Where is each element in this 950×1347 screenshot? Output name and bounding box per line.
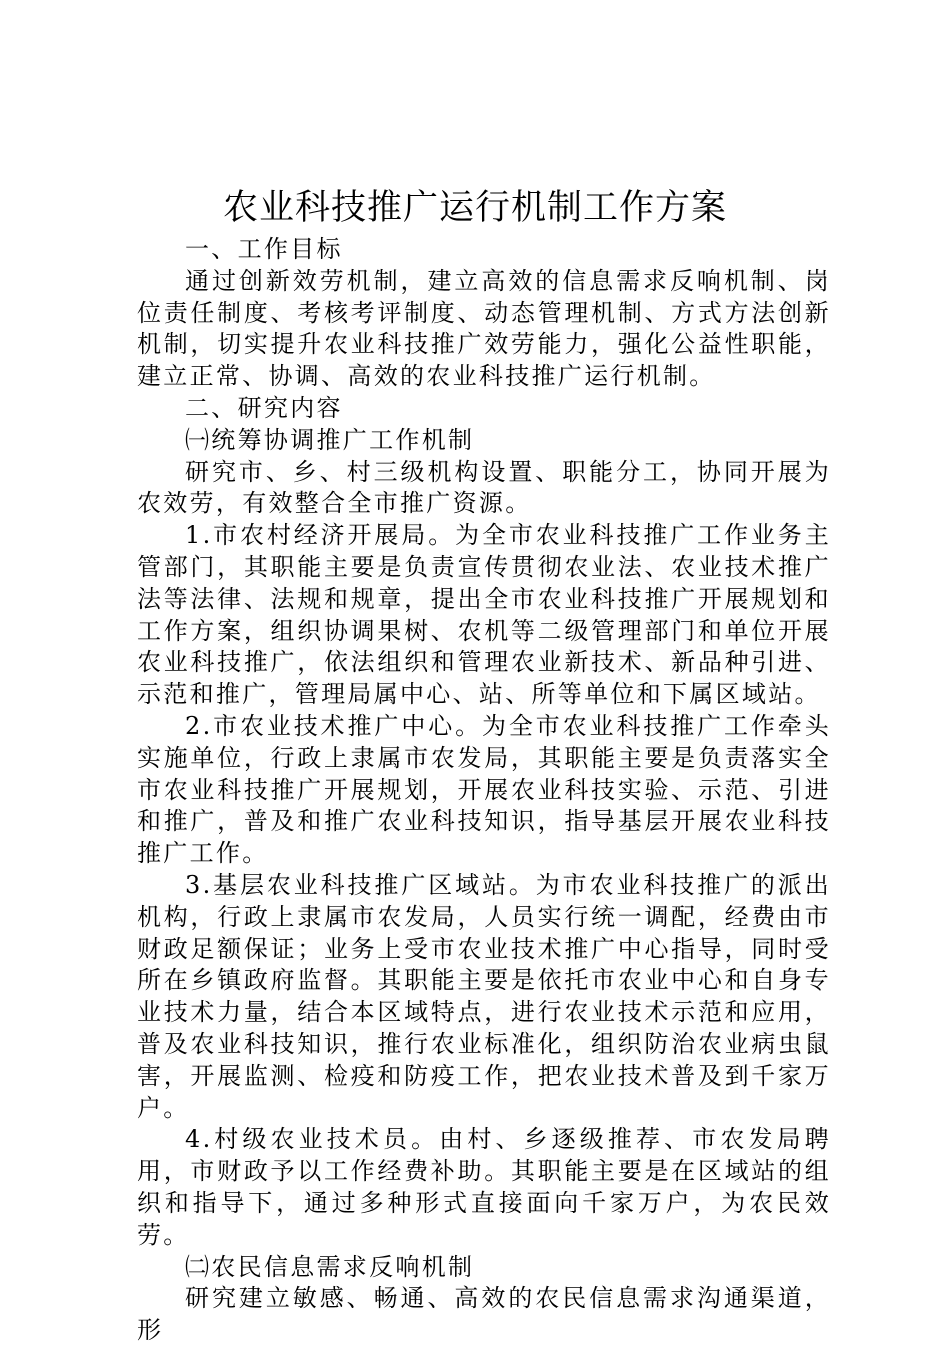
document-body (137, 234, 831, 1347)
paragraph-goal-text: 通过创新效劳机制，建立高效的信息需求反响机制、岗位责任制度、考核考评制度、动态管理机制、方式方法创新机制，切实提升农业科技推广效劳能力，强化公益性职能，建立正常、协调、高效的农业科技推广运行机制。 (137, 266, 831, 391)
document-title: 农业科技推广运行机制工作方案 (222, 188, 727, 228)
paragraph-feedback-intro: 研究建立敏感、畅通、高效的农民信息需求沟通渠道，形 (137, 1284, 831, 1345)
paragraph-item-3: 3.基层农业科技推广区域站。为市农业科技推广的派出机构，行政上隶属市农发局，人员实行统一调配，经费由市财政足额保证；业务上受市农业技术推广中心指导，同时受所在乡镇政府监督。其职能主要是依托市农业中心和自身专业技术力量，结合本区域特点，进行农业技术示范和应用，普及农业科技知识，推行农业标准化，组织防治农业病虫鼠害，开展监测、检疫和防疫工作，把农业技术普及到千家万户。 (137, 870, 831, 1122)
paragraph-item-1: 1.市农村经济开展局。为全市农业科技推广工作业务主管部门，其职能主要是负责宣传贯彻农业法、农业技术推广法等法律、法规和规章，提出全市农业科技推广开展规划和工作方案，组织协调果树、农机等二级管理部门和单位开展农业科技推广，依法组织和管理农业新技术、新品种引进、示范和推广，管理局属中心、站、所等单位和下属区域站。 (137, 521, 831, 709)
subheading-feedback-mechanism: ㈡农民信息需求反响机制 (185, 1252, 475, 1281)
subheading-coordination-mechanism: ㈠统筹协调推广工作机制 (185, 425, 475, 454)
paragraph-item-4: 4.村级农业技术员。由村、乡逐级推荐、市农发局聘用，市财政予以工作经费补助。其职能主要是在区域站的组织和指导下，通过多种形式直接面向千家万户，为农民效劳。 (137, 1125, 831, 1249)
heading-research-content: 二、研究内容 (185, 393, 343, 422)
heading-work-goal: 一、工作目标 (185, 235, 343, 263)
paragraph-coordination-intro: 研究市、乡、村三级机构设置、职能分工，协同开展为农效劳，有效整合全市推广资源。 (137, 457, 831, 518)
paragraph-item-2: 2.市农业技术推广中心。为全市农业科技推广工作牵头实施单位，行政上隶属市农发局，其职能主要是负责落实全市农业科技推广开展规划，开展农业科技实验、示范、引进和推广，普及和推广农业科技知识，指导基层开展农业科技推广工作。 (137, 711, 831, 868)
